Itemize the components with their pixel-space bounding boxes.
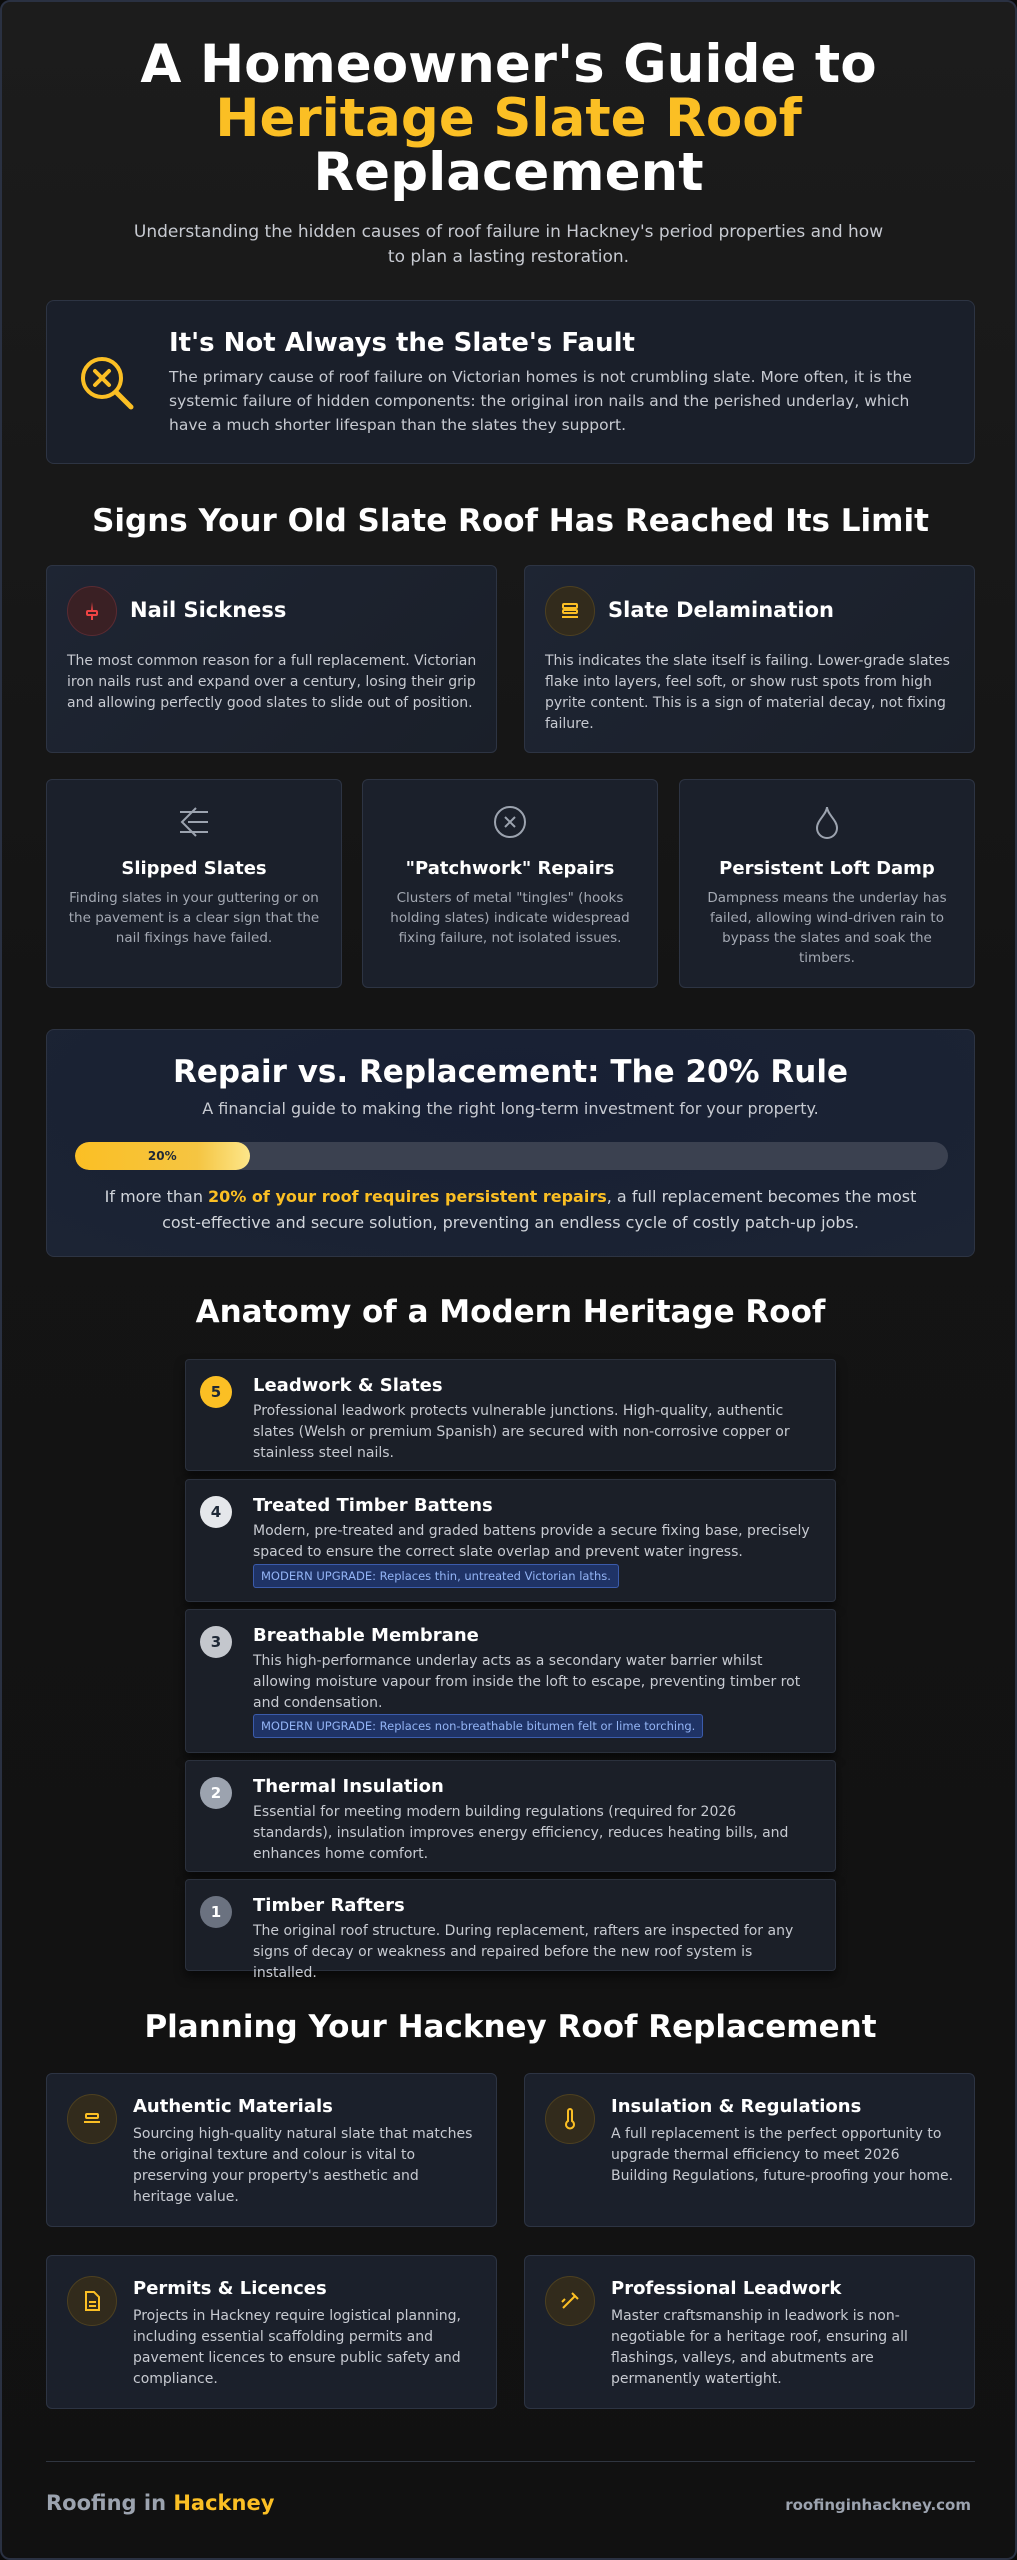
sign-card-nail-sickness xyxy=(46,565,497,753)
progress-track xyxy=(75,1142,948,1170)
plan-title: Authentic Materials xyxy=(133,2096,333,2117)
title-line-2: Heritage Slate Roof xyxy=(215,88,802,149)
layer-text: Professional leadwork protects vulnerable junctions. High-quality, authentic slates (Welsh or premium Spanish) are secured with non-corrosive copper or stainless steel nails. xyxy=(253,1403,790,1461)
signs-section-title: Signs Your Old Slate Roof Has Reached Its Limit xyxy=(92,503,929,539)
sign-title: Nail Sickness xyxy=(130,598,287,622)
layer-number: 3 xyxy=(200,1626,232,1658)
layer-title: Treated Timber Battens xyxy=(253,1495,493,1516)
plan-title: Permits & Licences xyxy=(133,2278,327,2299)
layer-number: 5 xyxy=(200,1376,232,1408)
plan-text: Projects in Hackney require logistical planning, including essential scaffolding permits and pavement licences to ensure public safety and compliance. xyxy=(133,2308,461,2387)
layer-text: Modern, pre-treated and graded battens provide a secure fixing base, precisely spaced to ensure the correct slate overlap and prevent water ingress. xyxy=(253,1523,810,1560)
sign-title: Slate Delamination xyxy=(608,598,834,622)
footer-site-link[interactable]: roofinginhackney.com xyxy=(785,2496,971,2514)
planning-section-title: Planning Your Hackney Roof Replacement xyxy=(144,2009,877,2045)
plan-text: Master craftsmanship in leadwork is non-negotiable for a heritage roof, ensuring all flashings, valleys, and abutments are permanently watertight. xyxy=(611,2308,908,2387)
sign-title: "Patchwork" Repairs xyxy=(405,858,615,879)
sign-title: Persistent Loft Damp xyxy=(719,858,935,879)
layer-title: Thermal Insulation xyxy=(253,1776,444,1797)
progress-label: 20% xyxy=(147,1149,177,1163)
plan-card-authentic-materials xyxy=(46,2073,497,2227)
intro-text: The primary cause of roof failure on Victorian homes is not crumbling slate. More often, it is the systemic failure of hidden components: the original iron nails and the perished underlay, which have a much shorter lifespan than the slates they support. xyxy=(169,368,912,434)
brand-accent: Hackney xyxy=(173,2491,275,2515)
plan-title: Insulation & Regulations xyxy=(611,2096,862,2117)
progress-fill xyxy=(75,1142,250,1170)
sign-text: This indicates the slate itself is failing. Lower-grade slates flake into layers, feel soft, or show rust spots from high pyrite content. This is a sign of material decay, not fixing failure. xyxy=(545,653,950,732)
intro-title: It's Not Always the Slate's Fault xyxy=(169,328,635,358)
circle-x-icon xyxy=(363,802,657,842)
layer-number: 1 xyxy=(200,1896,232,1928)
upgrade-badge: MODERN UPGRADE: Replaces non-breathable bitumen felt or lime torching. xyxy=(253,1714,703,1738)
plan-card-insulation xyxy=(524,2073,975,2227)
layer-number: 2 xyxy=(200,1777,232,1809)
page-subtitle: Understanding the hidden causes of roof failure in Hackney's period properties and how to plan a lasting restoration. xyxy=(133,222,884,267)
layer-text: This high-performance underlay acts as a secondary water barrier whilst allowing moisture vapour from inside the loft to escape, preventing timber rot and condensation. xyxy=(253,1653,801,1711)
footer-divider xyxy=(46,2461,975,2462)
layer-text: The original roof structure. During replacement, rafters are inspected for any signs of decay or weakness and repaired before the new roof system is installed. xyxy=(253,1923,794,1981)
roof-layer-5 xyxy=(185,1359,836,1471)
upgrade-badge: MODERN UPGRADE: Replaces thin, untreated Victorian laths. xyxy=(253,1564,619,1588)
magnifier-x-icon xyxy=(77,353,137,413)
rule-title: Repair vs. Replacement: The 20% Rule xyxy=(173,1054,848,1090)
title-line-3: Replacement xyxy=(313,142,704,203)
layer-text: Essential for meeting modern building regulations (required for 2026 standards), insulation improves energy efficiency, reduces heating bills, and enhances home comfort. xyxy=(253,1804,789,1862)
roof-layer-4 xyxy=(185,1479,836,1602)
sign-card-slate-delamination xyxy=(524,565,975,753)
footer-brand xyxy=(46,2491,274,2515)
anatomy-section-title: Anatomy of a Modern Heritage Roof xyxy=(195,1294,826,1330)
rule-text-before: If more than xyxy=(104,1187,209,1206)
plan-title: Professional Leadwork xyxy=(611,2278,842,2299)
sign-text: Finding slates in your guttering or on the pavement is a clear sign that the nail fixings have failed. xyxy=(68,890,320,946)
sign-card-slipped-slates xyxy=(46,779,342,988)
document-icon xyxy=(67,2276,117,2326)
roof-layer-3 xyxy=(185,1609,836,1753)
rule-text-after: , a full replacement becomes the most cost-effective and secure solution, preventing an endless cycle of costly patch-up jobs. xyxy=(162,1187,917,1232)
sign-text: The most common reason for a full replacement. Victorian iron nails rust and expand over a century, losing their grip and allowing perfectly good slates to slide out of position. xyxy=(67,653,477,711)
rule-text-highlight: 20% of your roof requires persistent repairs xyxy=(208,1187,607,1206)
layer-title: Timber Rafters xyxy=(253,1895,405,1916)
layers-icon xyxy=(545,586,595,636)
slipped-lines-icon xyxy=(47,802,341,842)
sign-card-loft-damp xyxy=(679,779,975,988)
plan-text: A full replacement is the perfect opportunity to upgrade thermal efficiency to meet 2026 Building Regulations, future-proofing your home. xyxy=(611,2126,954,2184)
sign-text: Clusters of metal "tingles" (hooks holding slates) indicate widespread fixing failure, not isolated issues. xyxy=(390,890,630,946)
plan-text: Sourcing high-quality natural slate that matches the original texture and colour is vital to preserving your property's aesthetic and heritage value. xyxy=(133,2126,473,2205)
layer-title: Breathable Membrane xyxy=(253,1625,479,1646)
layers-icon xyxy=(67,2094,117,2144)
sign-card-patchwork-repairs xyxy=(362,779,658,988)
layer-title: Leadwork & Slates xyxy=(253,1375,443,1396)
droplet-icon xyxy=(680,802,974,842)
hammer-icon xyxy=(67,586,117,636)
layer-number: 4 xyxy=(200,1496,232,1528)
plan-card-leadwork xyxy=(524,2255,975,2409)
sign-text: Dampness means the underlay has failed, allowing wind-driven rain to bypass the slates and soak the timbers. xyxy=(707,890,947,966)
rule-subtitle: A financial guide to making the right long-term investment for your property. xyxy=(202,1099,819,1118)
plan-card-permits xyxy=(46,2255,497,2409)
page-title xyxy=(46,34,971,203)
title-line-1: A Homeowner's Guide to xyxy=(140,34,877,95)
thermometer-icon xyxy=(545,2094,595,2144)
roof-layer-1 xyxy=(185,1879,836,1981)
sign-title: Slipped Slates xyxy=(121,858,267,879)
brand-prefix: Roofing in xyxy=(46,2491,174,2515)
roof-layer-2 xyxy=(185,1760,836,1872)
rule-text xyxy=(87,1184,934,1236)
twenty-percent-rule xyxy=(46,1029,975,1257)
solder-tool-icon xyxy=(545,2276,595,2326)
intro-callout xyxy=(46,300,975,464)
header xyxy=(46,34,971,270)
